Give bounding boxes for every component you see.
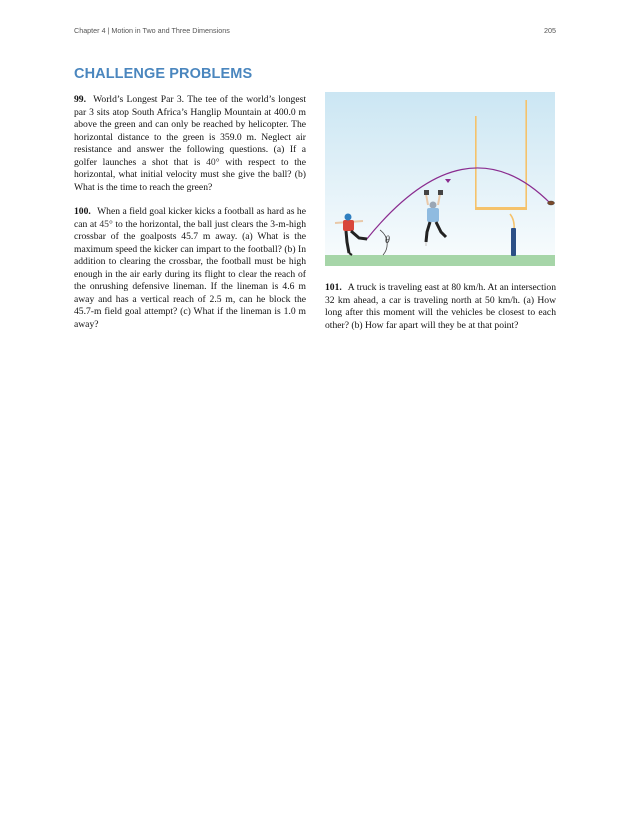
problem-number: 101. [325,282,342,293]
ground [325,255,555,266]
problem-title: World’s Longest Par 3. [93,94,185,105]
problem-text: The tee of the world’s longest par 3 sits atop South Africa’s Hanglip Mountain at 400.0 m above the green and can only be reached by helicopter. The horizontal distance to the green is 359.0 m. Neglect air resistance and answer the following questions. (a) If a golfer launches a shot that is [74,94,306,168]
problem-number: 100. [74,206,91,217]
field-goal-illustration [325,92,555,266]
problem-number: 99. [74,94,86,105]
problem-100 [74,206,306,331]
section-title: CHALLENGE PROBLEMS [74,66,253,82]
angle-label: θ [385,235,390,246]
page-number: 205 [544,26,556,35]
football-icon [548,201,555,205]
field-goal-figure [325,92,555,266]
problem-99 [74,94,306,194]
chapter-title: Chapter 4 | Motion in Two and Three Dimensions [74,26,230,35]
problem-101 [325,282,556,332]
goalpost-pad [511,228,516,256]
problem-text: A truck is traveling east at 80 km/h. At an intersection 32 km ahead, a car is traveling north at 50 km/h. (a) How long after this moment will the vehicles be closest to each other? (b) How far apart will they be at that point? [325,282,556,331]
angle-value: 45° [99,218,113,230]
problem-text: with respect to the horizontal, what initial velocity must she give the ball? (b) What is the time to reach the green? [74,156,306,193]
problem-text: to the horizontal, the ball just clears the 3-m-high crossbar of the goalposts 45.7 m away. (a) What is the maximum speed the kicker can impart to the football? (b) In addition to clearing the crossbar, the football must be high enough in the air early during its flight to clear the reach of the onrushing defensive lineman. If the lineman is 4.6 m away and has a vertical reach of 2.5 m, can he block the 45.7-m field goal attempt? (c) What if the lineman is 1.0 m away? [74,218,307,330]
running-head [74,26,556,35]
problem-text: When a field goal kicker kicks a football as hard as he can at [74,206,306,230]
angle-value: 40° [206,156,220,168]
